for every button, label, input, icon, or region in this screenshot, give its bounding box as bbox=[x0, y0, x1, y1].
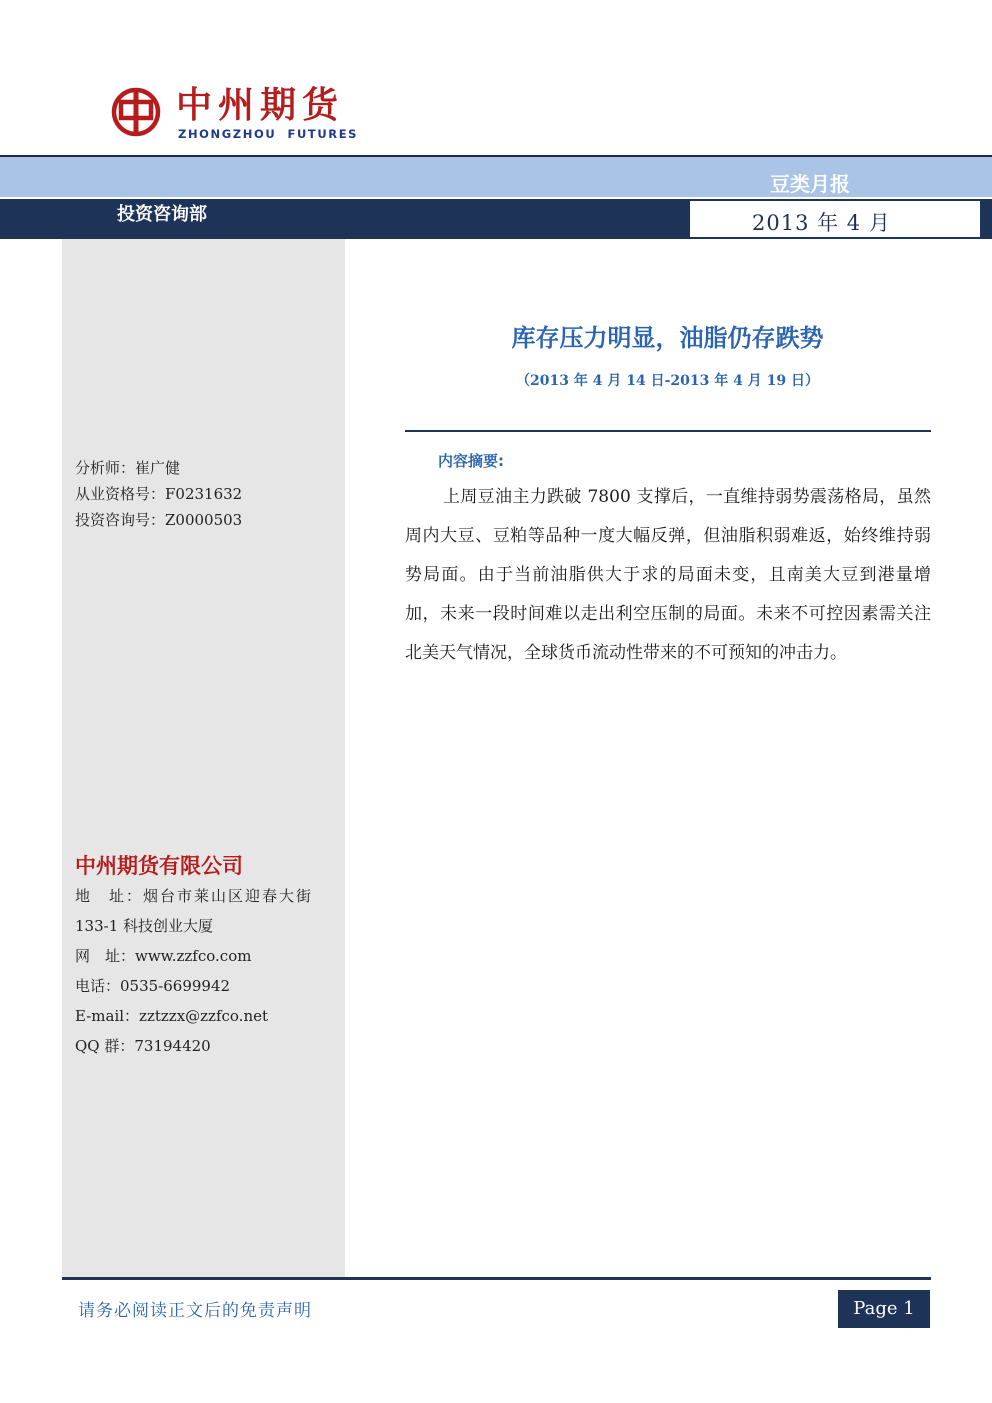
disclaimer-link[interactable]: 请务必阅读正文后的免责声明 bbox=[78, 1301, 312, 1321]
company-logo-icon bbox=[110, 86, 162, 138]
contact-qq: QQ 群：73194420 bbox=[75, 1037, 211, 1055]
department-label: 投资咨询部 bbox=[117, 204, 207, 225]
contact-website: 网 址：www.zzfco.com bbox=[75, 947, 252, 965]
contact-phone: 电话：0535-6699942 bbox=[75, 977, 231, 995]
summary-body: 上周豆油主力跌破 7800 支撑后，一直维持弱势震荡格局，虽然周内大豆、豆粕等品种一度大幅反弹，但油脂积弱难返，始终维持弱势局面。由于当前油脂供大于求的局面未变，且南美大豆到港量增加，未来一段时间难以走出利空压制的局面。未来不可控因素需关注北美天气情况，全球货币流动性带来的不可预知的冲击力。 bbox=[405, 487, 931, 663]
analyst-name: 分析师：崔广健 bbox=[75, 459, 181, 477]
page-number: Page 1 bbox=[838, 1290, 930, 1328]
analyst-consult-id: 投资咨询号：Z0000503 bbox=[75, 511, 243, 529]
company-name: 中州期货有限公司 bbox=[75, 854, 243, 878]
logo-name-cn: 中州期货 bbox=[176, 85, 345, 126]
footer-divider bbox=[62, 1277, 931, 1280]
contact-email: E-mail：zztzzx@zzfco.net bbox=[75, 1007, 269, 1025]
report-date: 2013 年 4 月 bbox=[752, 211, 891, 235]
contact-address-2: 133-1 科技创业大厦 bbox=[75, 917, 214, 935]
title-divider bbox=[405, 430, 931, 432]
logo-name-en: ZHONGZHOU FUTURES bbox=[178, 127, 359, 141]
report-date-range: （2013 年 4 月 14 日-2013 年 4 月 19 日） bbox=[516, 373, 819, 389]
report-type: 豆类月报 bbox=[770, 172, 850, 196]
contact-address: 地 址：烟台市莱山区迎春大街 bbox=[75, 887, 314, 905]
report-title: 库存压力明显，油脂仍存跌势 bbox=[511, 324, 824, 352]
sidebar-panel bbox=[62, 239, 345, 1279]
summary-heading: 内容摘要: bbox=[438, 452, 504, 470]
analyst-license: 从业资格号：F0231632 bbox=[75, 485, 243, 503]
